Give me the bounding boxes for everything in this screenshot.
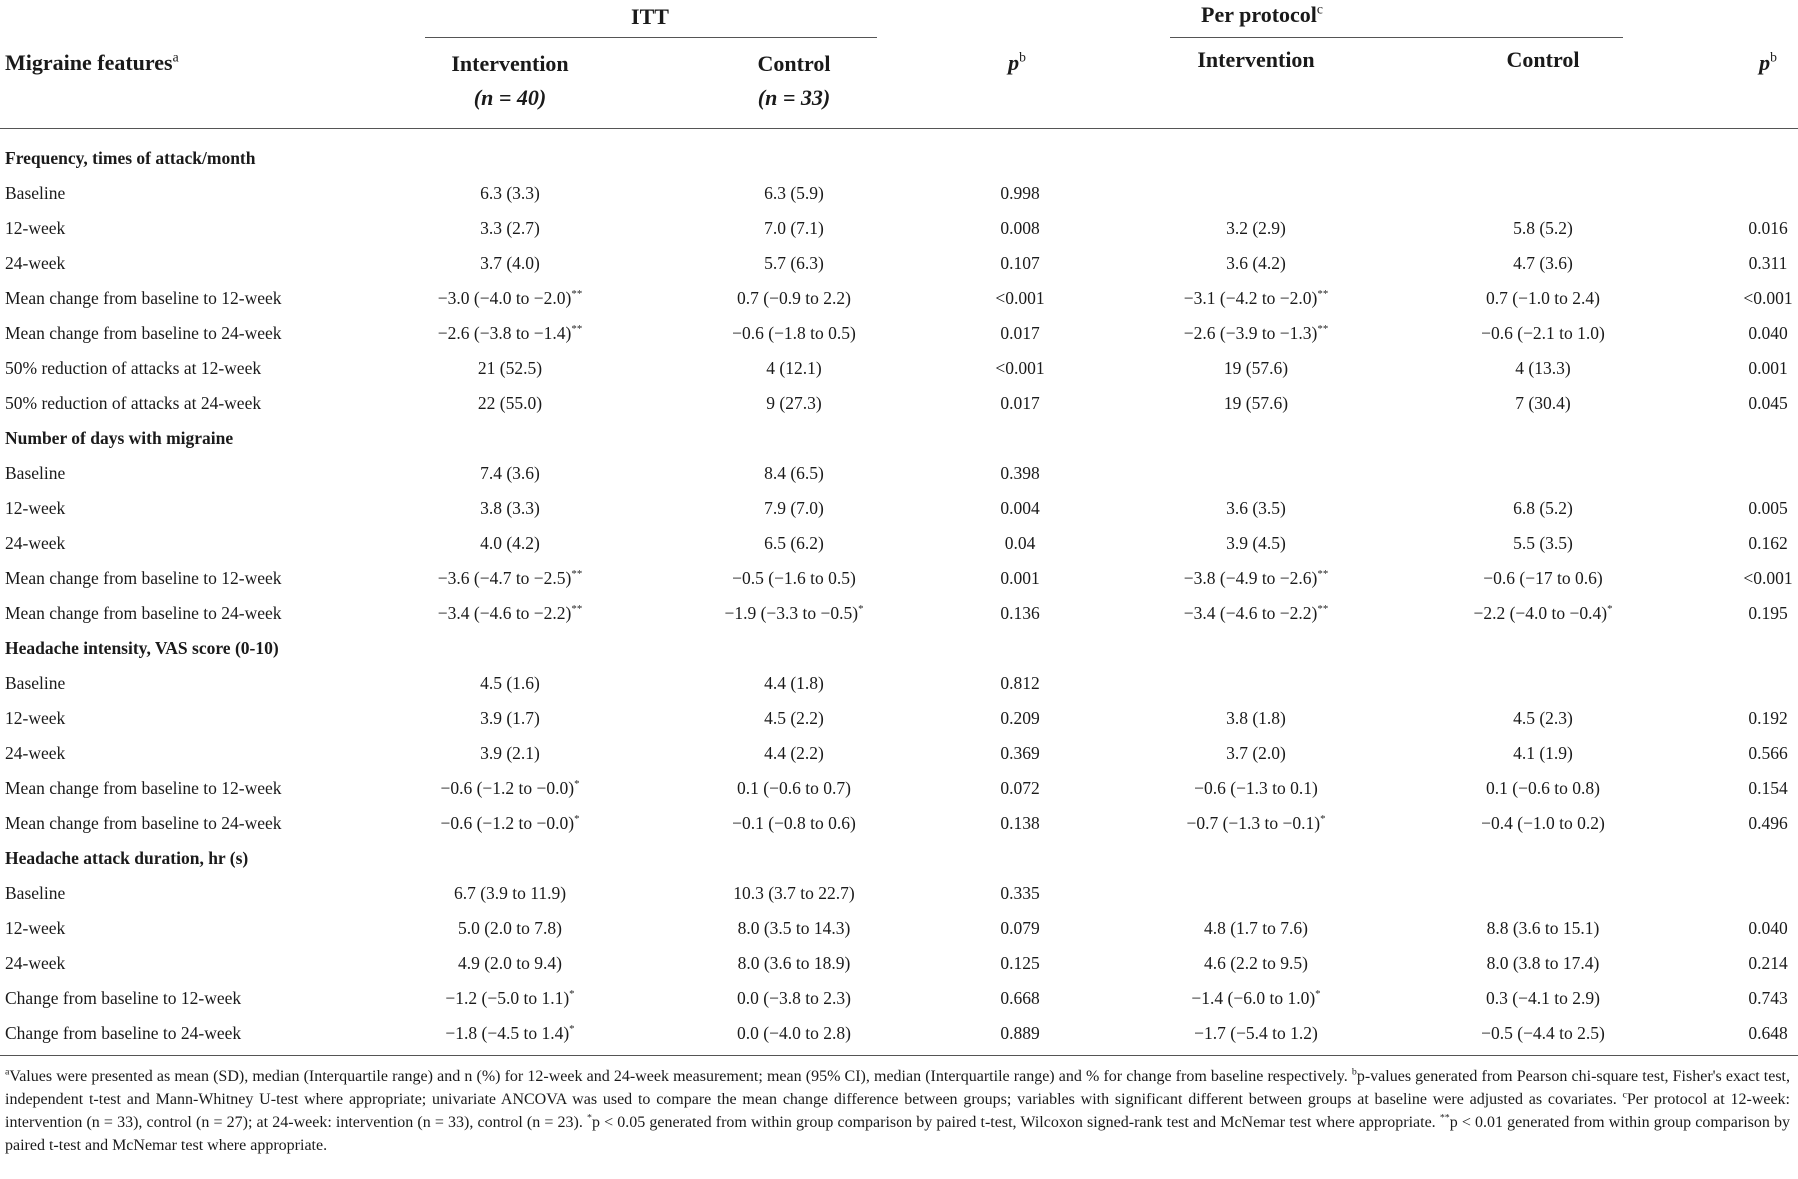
itt-control-cell: 4 (12.1) xyxy=(766,358,822,378)
pp-p-cell: <0.001 xyxy=(1743,288,1793,308)
row-label: 50% reduction of attacks at 12-week xyxy=(5,358,262,378)
itt-intervention-cell: −3.4 (−4.6 to −2.2)** xyxy=(437,603,583,623)
pp-intervention-cell: 19 (57.6) xyxy=(1223,358,1289,378)
itt-intervention-cell: 4.9 (2.0 to 9.4) xyxy=(457,953,563,973)
itt-p-cell: 0.072 xyxy=(1000,778,1040,798)
pp-intervention-cell: −0.7 (−1.3 to −0.1)* xyxy=(1186,813,1326,833)
pp-intervention-cell: −2.6 (−3.9 to −1.3)** xyxy=(1183,323,1329,343)
itt-control-cell: 8.0 (3.5 to 14.3) xyxy=(737,918,851,938)
itt-p-cell: 0.668 xyxy=(1000,988,1040,1008)
section-label: Headache intensity, VAS score (0-10) xyxy=(5,638,279,658)
pp-p-cell: 0.001 xyxy=(1748,358,1788,378)
itt-p-cell: 0.001 xyxy=(1000,568,1040,588)
pp-control-cell: −0.5 (−4.4 to 2.5) xyxy=(1481,1023,1605,1043)
itt-p-header: $p^b$ xyxy=(1008,49,1026,75)
itt-control-header: Control (n = 33) xyxy=(757,51,831,110)
itt-p-cell: 0.107 xyxy=(1000,253,1040,273)
itt-p-cell: 0.004 xyxy=(1000,498,1040,518)
pp-control-cell: 4 (13.3) xyxy=(1515,358,1571,378)
row-label: 12-week xyxy=(5,708,66,728)
section-label: Frequency, times of attack/month xyxy=(5,148,256,168)
pp-control-cell: 4.5 (2.3) xyxy=(1513,708,1573,728)
section-label: Number of days with migraine xyxy=(5,428,234,448)
row-label: Mean change from baseline to 12-week xyxy=(5,778,282,798)
table-row xyxy=(0,316,1798,351)
table-row xyxy=(0,246,1798,281)
pp-p-cell: 0.311 xyxy=(1748,253,1788,273)
row-label: Mean change from baseline to 24-week xyxy=(5,813,282,833)
pp-control-cell: −2.2 (−4.0 to −0.4)* xyxy=(1473,603,1613,623)
itt-intervention-cell: 4.5 (1.6) xyxy=(480,673,540,693)
itt-control-cell: 8.4 (6.5) xyxy=(764,463,824,483)
itt-control-cell: 7.9 (7.0) xyxy=(764,498,824,518)
itt-control-cell: −0.5 (−1.6 to 0.5) xyxy=(732,568,856,588)
table-row xyxy=(0,456,1798,491)
table-row xyxy=(0,211,1798,246)
itt-p-cell: 0.998 xyxy=(1000,183,1040,203)
itt-intervention-cell: 5.0 (2.0 to 7.8) xyxy=(457,918,563,938)
table-row xyxy=(0,351,1798,386)
pp-p-cell: <0.001 xyxy=(1743,568,1793,588)
row-label: 12-week xyxy=(5,218,66,238)
row-label: Baseline xyxy=(5,673,66,693)
table-row xyxy=(0,911,1798,946)
table-row xyxy=(0,666,1798,701)
itt-p-cell: 0.125 xyxy=(1000,953,1040,973)
itt-intervention-cell: 3.9 (2.1) xyxy=(480,743,540,763)
itt-intervention-cell: 3.8 (3.3) xyxy=(480,498,540,518)
pp-control-header: Control xyxy=(1506,47,1580,72)
table-row xyxy=(0,1016,1798,1051)
table-row xyxy=(0,596,1798,631)
pp-intervention-cell: −0.6 (−1.3 to 0.1) xyxy=(1194,778,1318,798)
pp-intervention-cell: −1.4 (−6.0 to 1.0)* xyxy=(1191,988,1321,1008)
itt-control-cell: −0.1 (−0.8 to 0.6) xyxy=(732,813,856,833)
pp-intervention-cell: 3.2 (2.9) xyxy=(1226,218,1286,238)
itt-intervention-cell: −0.6 (−1.2 to −0.0)* xyxy=(440,813,580,833)
itt-control-cell: 4.4 (1.8) xyxy=(764,673,824,693)
row-label: 12-week xyxy=(5,918,66,938)
table-row xyxy=(0,561,1798,596)
pp-p-cell: 0.192 xyxy=(1748,708,1788,728)
itt-p-cell: 0.335 xyxy=(1000,883,1040,903)
itt-underline xyxy=(425,37,877,38)
itt-control-cell: −0.6 (−1.8 to 0.5) xyxy=(732,323,856,343)
pp-p-cell: 0.016 xyxy=(1748,218,1788,238)
table-row xyxy=(0,946,1798,981)
row-label: Change from baseline to 12-week xyxy=(5,988,242,1008)
pp-intervention-cell: −1.7 (−5.4 to 1.2) xyxy=(1194,1023,1318,1043)
pp-control-cell: 0.7 (−1.0 to 2.4) xyxy=(1486,288,1600,308)
table-row xyxy=(0,491,1798,526)
pp-control-cell: 7 (30.4) xyxy=(1515,393,1571,413)
pp-intervention-cell: 4.8 (1.7 to 7.6) xyxy=(1203,918,1309,938)
section-label: Headache attack duration, hr (s) xyxy=(5,848,249,868)
itt-intervention-cell: −1.8 (−4.5 to 1.4)* xyxy=(445,1023,575,1043)
pp-p-cell: 0.045 xyxy=(1748,393,1788,413)
section-header-row xyxy=(0,421,1798,456)
table-row xyxy=(0,386,1798,421)
row-label: Mean change from baseline to 12-week xyxy=(5,568,282,588)
pp-intervention-cell: 3.8 (1.8) xyxy=(1226,708,1286,728)
itt-intervention-cell: 22 (55.0) xyxy=(477,393,543,413)
pp-control-cell: 8.8 (3.6 to 15.1) xyxy=(1486,918,1600,938)
pp-control-cell: −0.4 (−1.0 to 0.2) xyxy=(1481,813,1605,833)
pp-p-cell: 0.743 xyxy=(1748,988,1788,1008)
pp-control-cell: 8.0 (3.8 to 17.4) xyxy=(1486,953,1600,973)
itt-intervention-cell: 4.0 (4.2) xyxy=(480,533,540,553)
pp-p-cell: 0.214 xyxy=(1748,953,1788,973)
itt-p-cell: 0.398 xyxy=(1000,463,1040,483)
table-row xyxy=(0,281,1798,316)
migraine-features-header: Migraine features$^a$ xyxy=(5,49,179,75)
row-label: 50% reduction of attacks at 24-week xyxy=(5,393,262,413)
row-label: Mean change from baseline to 24-week xyxy=(5,323,282,343)
pp-intervention-cell: −3.8 (−4.9 to −2.6)** xyxy=(1183,568,1329,588)
table-footnotes: $^a$Values were presented as mean (SD), median (Interquartile range) and n (%) for 12-week and 24-week measurement; mean (95% CI), median (Interquartile range) and % for change from baseline respectively. $^b$p-values generated from Pearson chi-square test, Fisher's exact test, independent t-test and Mann-Whitney U-test where appropriate; univariate ANCOVA was used to compare the mean change difference between groups; variables with significant different between groups at baseline were adjusted as covariates. $^c$Per protocol at 12-week: intervention (n = 33), control (n = 27); at 24-week: intervention (n = 33), control (n = 23). *p < 0.05 generated from within group comparison by paired t-test, Wilcoxon signed-rank test and McNemar test where appropriate. **p < 0.01 generated from within group comparison by paired t-test and McNemar test where appropriate. xyxy=(5,1066,1791,1154)
pp-p-header: $p^b$ xyxy=(1759,49,1777,75)
table-row xyxy=(0,736,1798,771)
itt-intervention-cell: 3.7 (4.0) xyxy=(480,253,540,273)
pp-control-cell: 0.1 (−0.6 to 0.8) xyxy=(1486,778,1600,798)
itt-control-cell: 5.7 (6.3) xyxy=(764,253,824,273)
itt-control-cell: 0.0 (−3.8 to 2.3) xyxy=(737,988,851,1008)
itt-control-cell: 4.4 (2.2) xyxy=(764,743,824,763)
itt-control-cell: 10.3 (3.7 to 22.7) xyxy=(733,883,855,903)
itt-intervention-cell: −1.2 (−5.0 to 1.1)* xyxy=(445,988,575,1008)
itt-control-cell: −1.9 (−3.3 to −0.5)* xyxy=(724,603,864,623)
itt-p-cell: 0.136 xyxy=(1000,603,1040,623)
row-label: 24-week xyxy=(5,743,66,763)
pp-p-cell: 0.566 xyxy=(1748,743,1788,763)
itt-intervention-cell: 7.4 (3.6) xyxy=(480,463,540,483)
table-bottom-rule xyxy=(0,1055,1798,1056)
itt-control-cell: 6.3 (5.9) xyxy=(764,183,824,203)
row-label: 24-week xyxy=(5,253,66,273)
itt-control-cell: 0.1 (−0.6 to 0.7) xyxy=(737,778,851,798)
itt-p-cell: 0.017 xyxy=(1000,323,1040,343)
itt-p-cell: 0.812 xyxy=(1000,673,1040,693)
itt-control-cell: 0.7 (−0.9 to 2.2) xyxy=(737,288,851,308)
itt-intervention-cell: −3.6 (−4.7 to −2.5)** xyxy=(437,568,583,588)
itt-intervention-cell: 3.9 (1.7) xyxy=(480,708,540,728)
itt-intervention-cell: 6.3 (3.3) xyxy=(480,183,540,203)
row-label: Baseline xyxy=(5,183,66,203)
pp-control-cell: 4.1 (1.9) xyxy=(1513,743,1573,763)
itt-control-cell: 4.5 (2.2) xyxy=(764,708,824,728)
itt-group-header: ITT xyxy=(631,4,669,29)
pp-p-cell: 0.154 xyxy=(1748,778,1788,798)
table-row xyxy=(0,981,1798,1016)
pp-intervention-cell: 3.7 (2.0) xyxy=(1226,743,1286,763)
itt-intervention-cell: 21 (52.5) xyxy=(477,358,543,378)
row-label: Mean change from baseline to 12-week xyxy=(5,288,282,308)
table-row xyxy=(0,771,1798,806)
row-label: Mean change from baseline to 24-week xyxy=(5,603,282,623)
itt-control-cell: 8.0 (3.6 to 18.9) xyxy=(737,953,851,973)
itt-intervention-cell: −0.6 (−1.2 to −0.0)* xyxy=(440,778,580,798)
itt-control-cell: 6.5 (6.2) xyxy=(764,533,824,553)
pp-p-cell: 0.040 xyxy=(1748,323,1788,343)
itt-control-cell: 7.0 (7.1) xyxy=(764,218,824,238)
section-header-row xyxy=(0,841,1798,876)
pp-intervention-cell: 4.6 (2.2 to 9.5) xyxy=(1203,953,1309,973)
itt-intervention-cell: 3.3 (2.7) xyxy=(480,218,540,238)
itt-p-cell: 0.008 xyxy=(1000,218,1040,238)
table-row xyxy=(0,876,1798,911)
itt-p-cell: 0.138 xyxy=(1000,813,1040,833)
pp-p-cell: 0.648 xyxy=(1748,1023,1788,1043)
pp-p-cell: 0.040 xyxy=(1748,918,1788,938)
pp-intervention-cell: 3.9 (4.5) xyxy=(1226,533,1286,553)
pp-intervention-header: Intervention xyxy=(1197,47,1315,72)
section-header-row xyxy=(0,141,1798,176)
pp-p-cell: 0.005 xyxy=(1748,498,1788,518)
per-protocol-group-header: Per protocol$^c$ xyxy=(1201,1,1323,27)
itt-p-cell: <0.001 xyxy=(995,358,1045,378)
itt-p-cell: 0.017 xyxy=(1000,393,1040,413)
itt-p-cell: 0.889 xyxy=(1000,1023,1040,1043)
pp-intervention-cell: 3.6 (4.2) xyxy=(1226,253,1286,273)
row-label: 24-week xyxy=(5,533,66,553)
row-label: Baseline xyxy=(5,883,66,903)
pp-intervention-cell: 19 (57.6) xyxy=(1223,393,1289,413)
pp-control-cell: 5.8 (5.2) xyxy=(1513,218,1573,238)
itt-control-cell: 0.0 (−4.0 to 2.8) xyxy=(737,1023,851,1043)
pp-intervention-cell: −3.1 (−4.2 to −2.0)** xyxy=(1183,288,1329,308)
table-row xyxy=(0,806,1798,841)
pp-control-cell: 0.3 (−4.1 to 2.9) xyxy=(1486,988,1600,1008)
table-row xyxy=(0,701,1798,736)
itt-p-cell: 0.04 xyxy=(1004,533,1036,553)
itt-intervention-header: Intervention (n = 40) xyxy=(451,51,569,110)
pp-control-cell: 4.7 (3.6) xyxy=(1513,253,1573,273)
pp-p-cell: 0.195 xyxy=(1748,603,1788,623)
table-row xyxy=(0,526,1798,561)
section-header-row xyxy=(0,631,1798,666)
pp-control-cell: 5.5 (3.5) xyxy=(1513,533,1573,553)
itt-p-cell: <0.001 xyxy=(995,288,1045,308)
itt-control-cell: 9 (27.3) xyxy=(766,393,822,413)
itt-intervention-cell: −2.6 (−3.8 to −1.4)** xyxy=(437,323,583,343)
itt-p-cell: 0.369 xyxy=(1000,743,1040,763)
table-row xyxy=(0,176,1798,211)
header-bottom-rule xyxy=(0,128,1798,129)
pp-control-cell: −0.6 (−2.1 to 1.0) xyxy=(1481,323,1605,343)
itt-p-cell: 0.209 xyxy=(1000,708,1040,728)
row-label: 12-week xyxy=(5,498,66,518)
pp-intervention-cell: 3.6 (3.5) xyxy=(1226,498,1286,518)
pp-intervention-cell: −3.4 (−4.6 to −2.2)** xyxy=(1183,603,1329,623)
row-label: 24-week xyxy=(5,953,66,973)
itt-p-cell: 0.079 xyxy=(1000,918,1040,938)
row-label: Change from baseline to 24-week xyxy=(5,1023,242,1043)
pp-p-cell: 0.496 xyxy=(1748,813,1788,833)
pp-underline xyxy=(1170,37,1623,38)
pp-control-cell: 6.8 (5.2) xyxy=(1513,498,1573,518)
itt-intervention-cell: −3.0 (−4.0 to −2.0)** xyxy=(437,288,583,308)
row-label: Baseline xyxy=(5,463,66,483)
itt-intervention-cell: 6.7 (3.9 to 11.9) xyxy=(453,883,567,903)
pp-p-cell: 0.162 xyxy=(1748,533,1788,553)
pp-control-cell: −0.6 (−17 to 0.6) xyxy=(1483,568,1603,588)
